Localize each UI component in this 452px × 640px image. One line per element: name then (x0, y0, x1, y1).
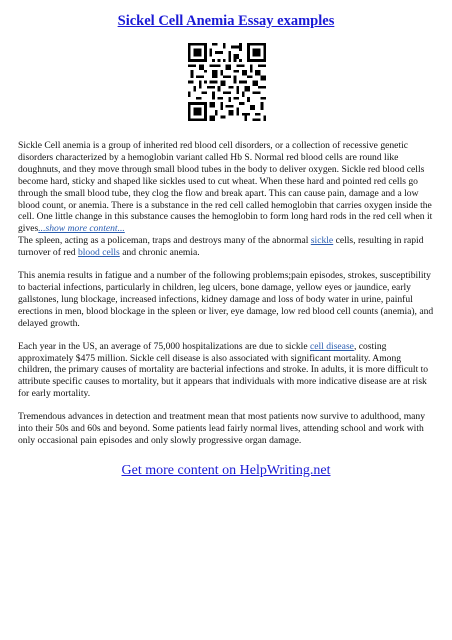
qr-code-icon (188, 43, 266, 121)
show-more-link[interactable]: ...show more content... (38, 223, 125, 235)
essay-paragraph-3: This anemia results in fatigue and a number of the following problems;pain episodes, strokes, susceptibility to bacterial infections, particularly in children, leg ulcers, bone damage, yellow eyes or jaundice, early gallstones, lung blockage, increased infections, kidney damage and loss of body water in urine, painful erections in men, blood blockage in the spleen or liver, eye damage, low red blood cell counts (anemia), and delayed growth. (18, 270, 434, 329)
sickle-link[interactable]: sickle (310, 235, 334, 247)
cell-disease-link[interactable]: cell disease (309, 340, 354, 352)
essay-paragraph-4 (18, 341, 436, 401)
blood-cells-link[interactable]: blood cells (77, 247, 120, 259)
essay-paragraph-5: Tremendous advances in detection and treatment mean that most patients now survive to adulthood, many into their 50s and 60s and beyond. Some patients lead fairly normal lives, attending school and work with only occasional pain episodes and only slowly progressive organ damage. (18, 411, 426, 446)
essay-body (18, 140, 436, 458)
paragraph-2-text-a: The spleen, acting as a policeman, traps and destroys many of the abnormal (18, 235, 311, 247)
essay-paragraph-2 (18, 235, 436, 259)
paragraph-2-text-c: and chronic anemia. (119, 247, 200, 259)
paragraph-4-text-b: , costing approximately $475 million. Sickle cell disease is also associated with significant mortality. Among children, the primary causes of mortality are bacterial infections and stroke. In adults, it is more difficult to attribute specific causes to mortality, but it appears that individuals with more indicative disease are at risk for early mortality. (18, 340, 429, 400)
paragraph-1-text: Sickle Cell anemia is a group of inherited red blood cell disorders, or a collection of recessive genetic disorders characterized by a hemoglobin variant called Hb S. Normal red blood cells are round like doughnuts, and they move through small blood tubes in the body to deliver oxygen. Sickle red blood cells become hard, sticky and shaped like sickles used to cut wheat. When these hard and pointed red cells go through the small blood tube, they clog the flow and break apart. This can cause pain, damage and a low blood count, or anemia. There is a substance in the red cell called hemoglobin that carries oxygen inside the cell. One little change in this substance causes the hemoglobin to form long hard rods in the red cell when it gives (18, 140, 433, 235)
paragraph-2-text-b: cells, resulting in rapid turnover of red (18, 235, 424, 259)
get-more-content-link[interactable]: Get more content on HelpWriting.net (121, 463, 331, 478)
essay-paragraph-1 (18, 140, 436, 235)
page-title[interactable]: Sickel Cell Anemia Essay examples (117, 13, 335, 29)
paragraph-4-text-a: Each year in the US, an average of 75,000 hospitalizations are due to sickle (18, 340, 310, 352)
